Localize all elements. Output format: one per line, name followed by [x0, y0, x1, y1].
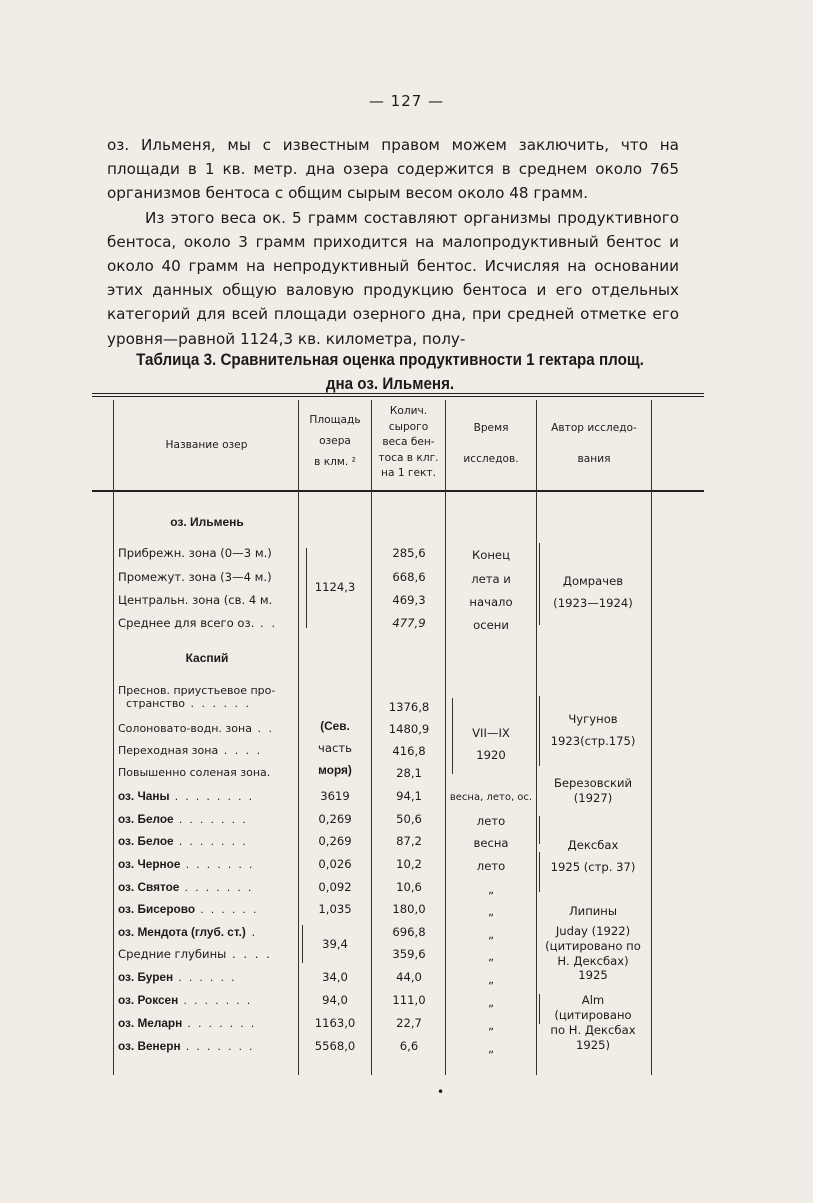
table-row-qty: 22,7 [396, 1016, 422, 1030]
table-row-name: Среднее для всего оз. . . [118, 616, 278, 630]
table-row-area: 5568,0 [314, 1039, 356, 1053]
caption-line-1: Таблица 3. Сравнительная оценка продуктивности 1 гектара площ. [136, 351, 644, 369]
table-row-name: оз. Роксен . . . . . . . [118, 993, 253, 1007]
table-row-name: Солоновато-водн. зона . . [118, 722, 274, 735]
header-bottom-rule [92, 490, 704, 492]
table-row-qty: 1376,8 [388, 700, 430, 714]
table-row-qty: 6,6 [399, 1039, 419, 1053]
juday-author: Juday (1922) (цитировано по Н. Дексбах) [545, 924, 641, 968]
body-text [107, 133, 679, 351]
table-row-author: 1925 [578, 968, 608, 982]
table-row-time: весна [473, 836, 509, 850]
table-row-qty: 668,6 [392, 570, 426, 584]
table-row-qty: 359,6 [392, 947, 426, 961]
table-row-time: лето [476, 859, 506, 873]
table-row-qty: 416,8 [392, 744, 426, 758]
table-row-name: оз. Святое . . . . . . . [118, 880, 254, 894]
table-row-name: оз. Мендота (глуб. ст.) . [118, 925, 258, 939]
table-row-name: Повышенно соленая зона. [118, 766, 271, 779]
table-row-name: оз. Чаны . . . . . . . . [118, 789, 254, 803]
header-author: Автор исследо- вания [551, 422, 637, 465]
table-row-name: Прибрежн. зона (0—3 м.) [118, 546, 272, 560]
table-row-qty: 469,3 [392, 593, 426, 607]
caption-line-2: дна оз. Ильменя. [325, 375, 455, 393]
table-row-name: Центральн. зона (св. 4 м. [118, 593, 273, 607]
paragraph-2: Из этого веса ок. 5 грамм составляют организмы продуктивного бентоса, около 3 грамм приходится на малопродуктивный бентос и около 40 грамм на непродуктивный бентос. Исчисляя на основании этих данных общую валовую продукцию бентоса и его отдельных категорий для всей площади озерного дна, при средней отметке его уровня—равной 1124,3 кв. километра, полу- [107, 208, 679, 348]
table-row-time: осени [473, 618, 509, 632]
table-row-time: „ [487, 904, 494, 918]
group-ilmen: оз. Ильмень [170, 515, 244, 529]
table-row-name: оз. Меларн . . . . . . . [118, 1016, 257, 1030]
table-row-qty: 111,0 [392, 993, 426, 1007]
table-row-qty: 285,6 [392, 546, 426, 560]
table-row-name: Преснов. приустьевое про- странство . . . . . . [118, 684, 276, 710]
table-row-time: лето [476, 814, 506, 828]
header-area: Площадь озера в клм. ² [309, 414, 361, 468]
table-caption [105, 348, 675, 396]
table-row-time: лета и [471, 572, 511, 586]
table-row-qty: 50,6 [396, 812, 422, 826]
table-row-area: 34,0 [322, 970, 348, 984]
page-number: — 127 — [368, 92, 445, 110]
table-row-name: оз. Белое . . . . . . . [118, 834, 248, 848]
col-line-area [298, 400, 299, 1075]
table-row-qty: 10,2 [396, 857, 422, 871]
table-top-rule [92, 393, 704, 394]
table-row-author: Липины [568, 904, 618, 918]
table-row-qty: 94,1 [396, 789, 422, 803]
table-row-time: весна, лето, ос. [449, 792, 533, 803]
table-row-area: 3619 [320, 789, 350, 803]
table-row-time: начало [469, 595, 513, 609]
table-row-qty: 696,8 [392, 925, 426, 939]
ilmen-area: 1124,3 [314, 580, 356, 594]
table-row-time: „ [487, 882, 494, 896]
table-row-name: оз. Бурен . . . . . . [118, 970, 237, 984]
table-row-area: 0,092 [318, 880, 352, 894]
table-row-qty: 180,0 [392, 902, 426, 916]
table-row-qty: 10,6 [396, 880, 422, 894]
table-row-name: Переходная зона . . . . [118, 744, 263, 757]
table-row-qty: 28,1 [396, 766, 422, 780]
table-row-area: 0,269 [318, 834, 352, 848]
table-top-rule-2 [92, 396, 704, 397]
table-row-time: „ [487, 972, 494, 986]
paragraph-1: оз. Ильменя, мы с известным правом можем заключить, что на площади в 1 кв. метр. дна озера содержится в среднем около 765 организмов бентоса с общим сырым весом около 48 грамм. [107, 136, 679, 203]
table-row-qty: 1480,9 [388, 722, 430, 736]
table-row-time: „ [487, 949, 494, 963]
col-line-left [113, 400, 114, 1075]
mendota-area: 39,4 [322, 937, 348, 951]
footer-mark: • [437, 1085, 445, 1099]
header-name: Название озер [165, 439, 248, 451]
caspian-author: Чугунов 1923(стр.175) [550, 712, 636, 748]
alm-author: Alm (цитировано по Н. Дексбах 1925) [550, 993, 636, 1052]
header-time: Время исследов. [463, 422, 519, 465]
table-row-area: 94,0 [322, 993, 348, 1007]
table-row-area: 0,026 [318, 857, 352, 871]
caspian-area: (Сев. часть моря) [318, 719, 352, 777]
table-row-author: Березовский (1927) [553, 776, 633, 805]
table-row-name: оз. Бисерово . . . . . . [118, 902, 259, 916]
table-row-time: Конец [472, 548, 510, 562]
table-row-time: „ [487, 927, 494, 941]
table-row-name: оз. Белое . . . . . . . [118, 812, 248, 826]
ilmen-author: Домрачев (1923—1924) [553, 574, 633, 610]
table-row-name: оз. Черное . . . . . . . [118, 857, 255, 871]
table-row-time: „ [487, 1041, 494, 1055]
table-row-time: „ [487, 1018, 494, 1032]
col-line-qty [371, 400, 372, 1075]
table-row-qty: 477,9 [392, 616, 426, 630]
table-row-name: Промежут. зона (3—4 м.) [118, 570, 272, 584]
group-caspian: Каспий [185, 651, 229, 665]
table-row-area: 0,269 [318, 812, 352, 826]
col-line-time [445, 400, 446, 1075]
dexbach-author: Дексбах 1925 (стр. 37) [550, 838, 636, 874]
table-row-area: 1,035 [318, 902, 352, 916]
table-row-time: „ [487, 995, 494, 1009]
table-row-qty: 44,0 [396, 970, 422, 984]
col-line-right [651, 400, 652, 1075]
table-row-qty: 87,2 [396, 834, 422, 848]
caspian-time: VII—IX 1920 [472, 726, 510, 762]
table-row-name: Средние глубины . . . . [118, 947, 272, 961]
table-row-name: оз. Венерн . . . . . . . [118, 1039, 255, 1053]
table-row-area: 1163,0 [314, 1016, 356, 1030]
header-qty: Колич. сырого веса бен- тоса в клг. на 1 гект. [378, 405, 439, 479]
